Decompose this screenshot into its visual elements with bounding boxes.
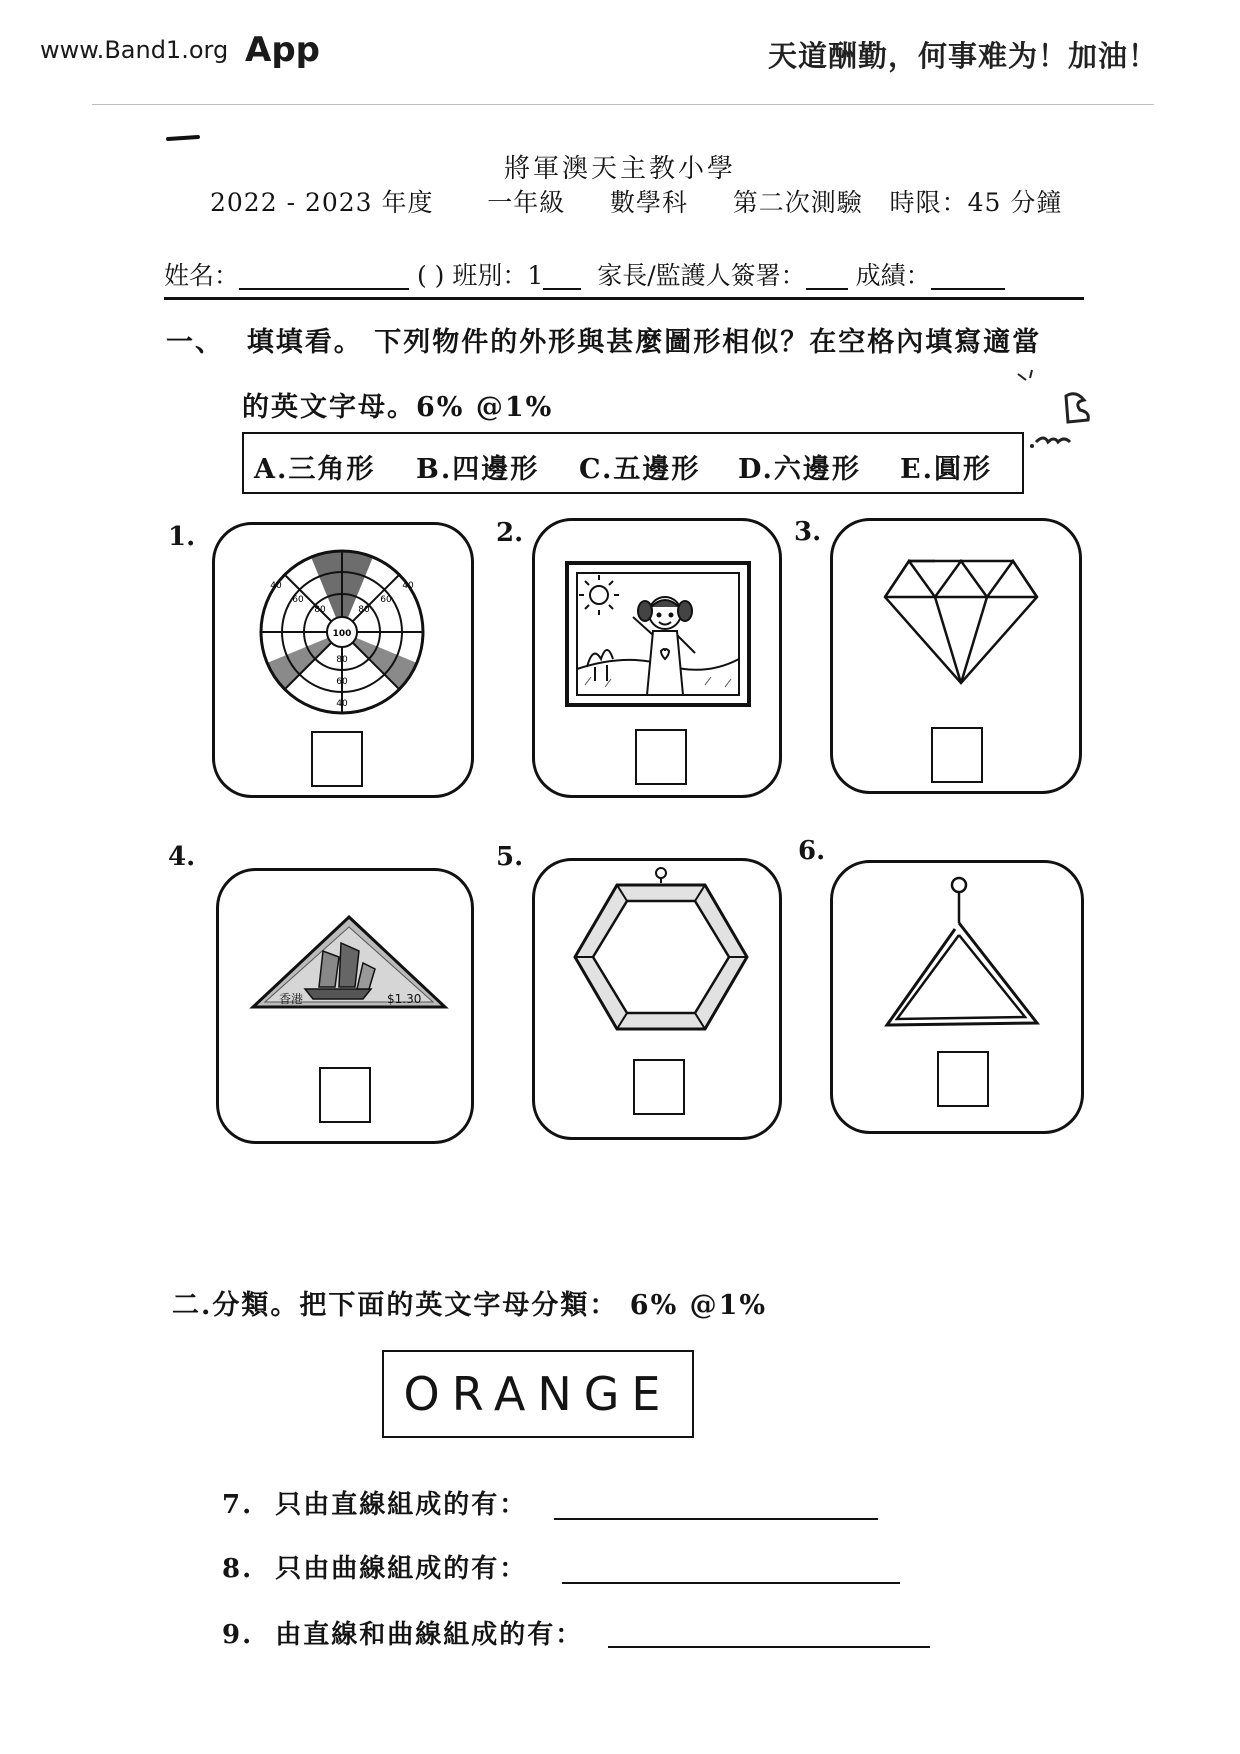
q9-row xyxy=(222,1614,583,1651)
q7-number: 7. xyxy=(222,1490,254,1520)
word-box: ORANGE xyxy=(382,1350,694,1438)
class-field[interactable] xyxy=(543,264,581,290)
item-number-6: 6. xyxy=(798,836,826,866)
q7-text: 只由直線組成的有： xyxy=(275,1490,528,1520)
site-url: www.Band1.org xyxy=(40,36,229,64)
dart-label: 80 xyxy=(336,655,348,665)
answer-box-1[interactable] xyxy=(311,731,363,787)
option-b: B.四邊形 xyxy=(416,454,540,485)
test-name: 第二次測驗 xyxy=(732,188,863,217)
dart-label: 60 xyxy=(380,595,392,605)
stamp-image xyxy=(249,911,449,1021)
stamp-value: $1.30 xyxy=(387,992,422,1006)
header-divider xyxy=(92,104,1154,105)
hexagon-frame-image xyxy=(571,865,751,1037)
q8-number: 8. xyxy=(222,1554,254,1584)
q8-text: 只由曲線組成的有： xyxy=(275,1554,528,1584)
answer-box-4[interactable] xyxy=(319,1067,371,1123)
q7-answer-line[interactable] xyxy=(554,1518,878,1520)
photo-frame-image xyxy=(565,561,751,707)
q1-instruction-line2: 的英文字母。6% @1% xyxy=(242,392,554,423)
diamond-image xyxy=(881,557,1041,687)
answer-box-2[interactable] xyxy=(635,729,687,785)
student-info-line xyxy=(164,256,1005,292)
school-year: 2022 - 2023 年度 xyxy=(210,188,434,217)
dart-label: 60 xyxy=(292,595,304,605)
score-field[interactable] xyxy=(931,264,1005,290)
option-a: A.三角形 xyxy=(254,454,376,485)
time-limit: 時限：45 分鐘 xyxy=(889,188,1063,217)
item-card-1 xyxy=(212,522,474,798)
dart-label: 100 xyxy=(332,629,352,639)
dart-label: 40 xyxy=(336,699,348,709)
name-label: 姓名： xyxy=(164,261,240,290)
item-number-4: 4. xyxy=(168,842,196,872)
q9-answer-line[interactable] xyxy=(608,1646,930,1648)
dart-label: 60 xyxy=(336,677,348,687)
item-number-2: 2. xyxy=(496,518,524,548)
q9-text: 由直線和曲線組成的有： xyxy=(275,1620,584,1650)
q1-title xyxy=(166,320,1041,359)
dart-label: 80 xyxy=(358,605,370,615)
q1-number: 一、 xyxy=(166,327,224,358)
answer-box-5[interactable] xyxy=(633,1059,685,1115)
signature-field[interactable] xyxy=(806,264,848,290)
item-number-1: 1. xyxy=(168,522,196,552)
grade: 一年級 xyxy=(487,188,566,217)
shape-options-box xyxy=(242,432,1024,494)
option-d: D.六邊形 xyxy=(738,454,861,485)
item-card-2 xyxy=(532,518,782,798)
item-card-5 xyxy=(532,858,782,1140)
exam-info-line xyxy=(210,183,1062,219)
slogan: 天道酬勤，何事难为！加油！ xyxy=(767,39,1158,73)
app-label: App xyxy=(245,30,320,70)
option-e: E.圓形 xyxy=(900,454,992,485)
q2-title: 二.分類。把下面的英文字母分類： 6% @1% xyxy=(172,1290,768,1321)
item-number-3: 3. xyxy=(794,517,822,547)
q8-answer-line[interactable] xyxy=(562,1582,900,1584)
item-number-5: 5. xyxy=(496,842,524,872)
subject: 數學科 xyxy=(609,188,688,217)
q9-number: 9. xyxy=(222,1620,254,1650)
answer-box-6[interactable] xyxy=(937,1051,989,1107)
top-divider xyxy=(164,297,1084,300)
class-number: ( ) xyxy=(416,261,445,290)
dart-label: 40 xyxy=(270,581,282,591)
item-card-4 xyxy=(216,868,474,1144)
corner-mark xyxy=(166,135,200,141)
score-label: 成績： xyxy=(855,261,931,290)
item-card-3 xyxy=(830,518,1082,794)
name-field[interactable] xyxy=(239,264,409,290)
q1-instruction: 填填看。 下列物件的外形與甚麼圖形相似？在空格內填寫適當 xyxy=(246,327,1042,358)
class-label: 班別：1 xyxy=(452,261,544,290)
dartboard-image xyxy=(259,549,425,715)
signature-label: 家長/監護人簽署： xyxy=(597,261,806,290)
answer-box-3[interactable] xyxy=(931,727,983,783)
option-c: C.五邊形 xyxy=(579,454,701,485)
dart-label: 40 xyxy=(402,581,414,591)
school-name: 將軍澳天主教小學 xyxy=(503,154,736,184)
item-card-6 xyxy=(830,860,1084,1134)
q7-row xyxy=(222,1484,527,1521)
q8-row xyxy=(222,1548,527,1585)
triangle-instrument-image xyxy=(877,873,1047,1043)
stamp-text: 香港 xyxy=(279,992,304,1006)
dart-label: 80 xyxy=(314,605,326,615)
